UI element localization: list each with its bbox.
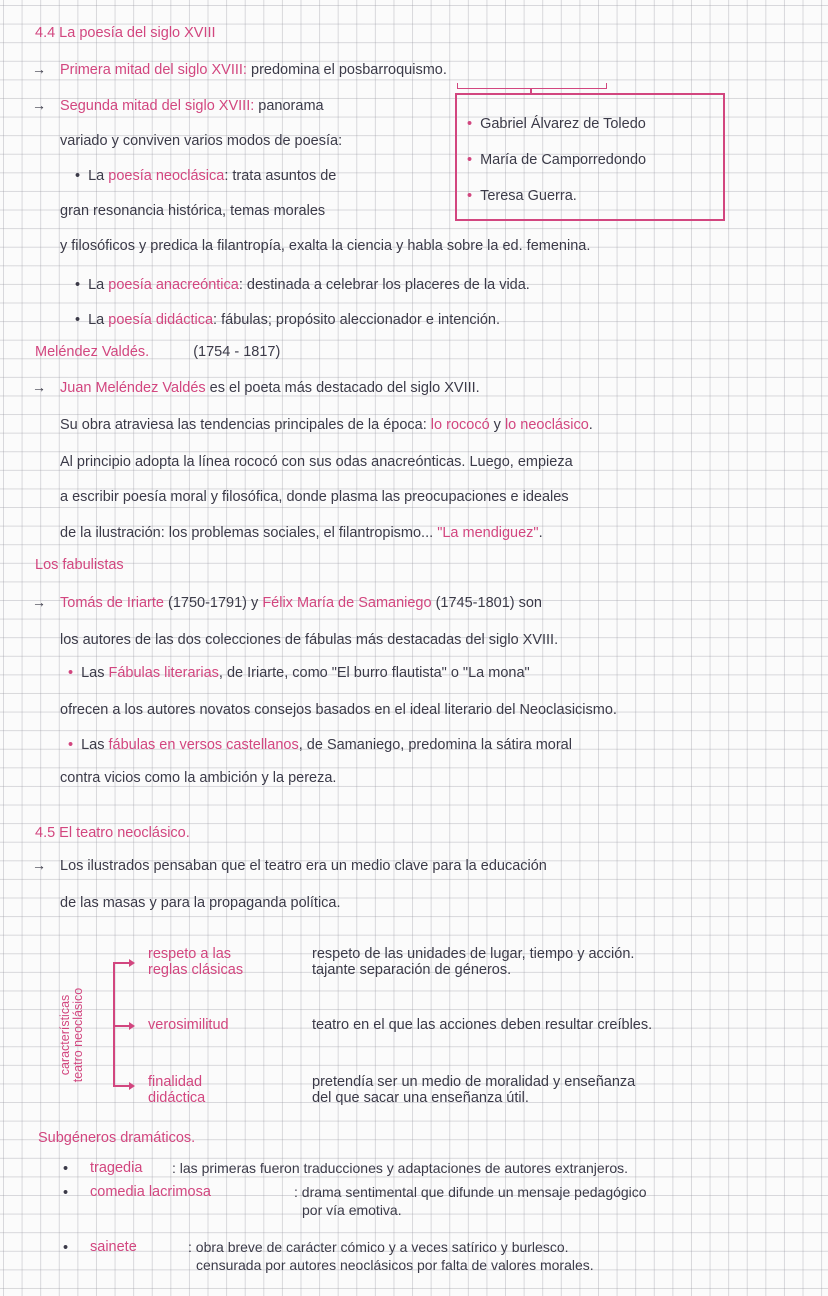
characteristic-name xyxy=(148,1074,205,1106)
text-line: variado y conviven varios modos de poesía: xyxy=(60,133,343,149)
arrow-icon xyxy=(113,1085,133,1087)
subgenre-name: sainete xyxy=(90,1239,137,1255)
text: Las xyxy=(81,665,105,681)
text: predomina el xyxy=(251,62,335,78)
text: (1745-1801) son xyxy=(435,595,543,611)
label: teatro neoclásico xyxy=(71,987,85,1083)
subgenre-name: comedia lacrimosa xyxy=(90,1184,211,1200)
text: de la ilustración: los problemas sociales, el filantropismo... xyxy=(60,525,434,541)
characteristic-name: verosimilitud xyxy=(148,1017,229,1033)
arrow-icon: → xyxy=(32,61,46,77)
dates: (1754 - 1817) xyxy=(193,344,281,360)
bullet-fabulas-literarias xyxy=(68,664,530,682)
arrow-icon: → xyxy=(32,379,46,395)
bullet-icon: • xyxy=(63,1161,69,1177)
bullet-icon: • xyxy=(75,277,81,293)
term: poesía neoclásica xyxy=(108,168,225,184)
bullet-fabulas-castellanos xyxy=(68,736,572,754)
term: fábulas en versos castellanos xyxy=(108,737,299,753)
text: . xyxy=(588,417,593,433)
subgenre-name: tragedia xyxy=(90,1160,143,1176)
text: La xyxy=(88,277,105,293)
subgenre-desc xyxy=(294,1183,647,1219)
text: La xyxy=(88,168,105,184)
text: panorama xyxy=(258,98,324,114)
text: es el poeta más destacado del siglo XVIII. xyxy=(209,380,480,396)
text: posbarroquismo. xyxy=(338,62,447,78)
term: poesía didáctica xyxy=(108,312,214,328)
term: lo rococó xyxy=(430,417,490,433)
text: respeto de las unidades de lugar, tiempo y acción. xyxy=(312,946,635,962)
text: : obra breve de carácter cómico y a veces satírico y burlesco. xyxy=(188,1239,569,1255)
term: lo neoclásico xyxy=(504,417,589,433)
bullet-icon: • xyxy=(75,312,81,328)
text: y xyxy=(493,417,501,433)
text: Teresa Guerra. xyxy=(480,188,577,204)
bullet-icon: • xyxy=(467,116,473,132)
text-line: de las masas y para la propaganda política. xyxy=(60,895,341,911)
section-title-4-5: 4.5 El teatro neoclásico. xyxy=(35,825,190,841)
heading: Meléndez Valdés. xyxy=(35,344,150,360)
characteristic-desc: teatro en el que las acciones deben resultar creíbles. xyxy=(312,1017,653,1033)
text: : trata asuntos de xyxy=(224,168,337,184)
text: : drama sentimental que difunde un mensaje pedagógico xyxy=(294,1184,647,1200)
author-item xyxy=(467,187,577,205)
text-line xyxy=(60,379,480,397)
text: : fábulas; propósito aleccionador e intención. xyxy=(213,312,501,328)
text-line xyxy=(60,416,593,434)
subgenre-desc: : las primeras fueron traducciones y adaptaciones de autores extranjeros. xyxy=(172,1160,629,1176)
text-line: gran resonancia histórica, temas morales xyxy=(60,203,326,219)
text: didáctica xyxy=(148,1090,206,1106)
line-primera-mitad xyxy=(60,61,447,79)
text-line: ofrecen a los autores novatos consejos basados en el ideal literario del Neoclasicismo. xyxy=(60,702,617,718)
text: finalidad xyxy=(148,1074,203,1090)
bullet-icon: • xyxy=(68,737,74,753)
text-line: Los ilustrados pensaban que el teatro era un medio clave para la educación xyxy=(60,858,547,874)
bullet-icon: • xyxy=(467,188,473,204)
label: características xyxy=(58,994,72,1076)
arrow-icon xyxy=(113,962,133,964)
text: respeto a las xyxy=(148,946,232,962)
bullet-neoclasica xyxy=(75,167,336,185)
text-line: a escribir poesía moral y filosófica, donde plasma las preocupaciones e ideales xyxy=(60,489,569,505)
text-line xyxy=(60,594,542,612)
bullet-icon: • xyxy=(63,1240,69,1256)
text: : destinada a celebrar los placeres de la vida. xyxy=(238,277,530,293)
subgeneros-heading: Subgéneros dramáticos. xyxy=(38,1130,196,1146)
bullet-icon: • xyxy=(75,168,81,184)
characteristic-desc xyxy=(312,1074,635,1106)
diagram-bracket xyxy=(113,962,115,1086)
text: , de Iriarte, como "El burro flautista" o "La mona" xyxy=(218,665,530,681)
text: Las xyxy=(81,737,105,753)
term: poesía anacreóntica xyxy=(108,277,239,293)
text: pretendía ser un medio de moralidad y enseñanza xyxy=(312,1074,636,1090)
text-line: Al principio adopta la línea rococó con sus odas anacreónticas. Luego, empieza xyxy=(60,454,573,470)
bullet-icon: • xyxy=(467,152,473,168)
text: . xyxy=(538,525,543,541)
line-segunda-mitad xyxy=(60,97,324,115)
melendez-heading xyxy=(35,343,280,361)
text-line xyxy=(60,524,543,542)
term: "La mendiguez" xyxy=(437,525,539,541)
arrow-icon: → xyxy=(32,594,46,610)
term: Primera mitad del siglo XVIII: xyxy=(60,62,247,78)
author-item xyxy=(467,115,646,133)
term: Fábulas literarias xyxy=(108,665,219,681)
term: Segunda mitad del siglo XVIII: xyxy=(60,98,255,114)
author-item xyxy=(467,151,646,169)
arrow-icon xyxy=(113,1025,133,1027)
text: Gabriel Álvarez de Toledo xyxy=(480,116,646,132)
text-line: contra vicios como la ambición y la pereza. xyxy=(60,770,337,786)
text: por vía emotiva. xyxy=(302,1202,402,1218)
bullet-icon: • xyxy=(68,665,74,681)
bullet-didactica xyxy=(75,311,500,329)
arrow-icon: → xyxy=(32,857,46,873)
text: La xyxy=(88,312,105,328)
characteristic-desc xyxy=(312,946,634,978)
text: del que sacar una enseñanza útil. xyxy=(312,1090,529,1106)
subgenre-desc xyxy=(188,1238,594,1274)
term: Juan Meléndez Valdés xyxy=(60,380,206,396)
text: (1750-1791) y xyxy=(168,595,259,611)
text: censurada por autores neoclásicos por falta de valores morales. xyxy=(196,1257,594,1273)
diagram-vertical-label xyxy=(59,965,85,1105)
text: María de Camporredondo xyxy=(480,152,647,168)
text: tajante separación de géneros. xyxy=(312,962,512,978)
underline-bracket xyxy=(457,83,607,89)
fabulistas-heading: Los fabulistas xyxy=(35,557,124,573)
text-line: los autores de las dos colecciones de fábulas más destacadas del siglo XVIII. xyxy=(60,632,559,648)
text: reglas clásicas xyxy=(148,962,244,978)
section-title-4-4: 4.4 La poesía del siglo XVIII xyxy=(35,25,216,41)
characteristic-name xyxy=(148,946,243,978)
term: Tomás de Iriarte xyxy=(60,595,164,611)
text-line: y filosóficos y predica la filantropía, exalta la ciencia y habla sobre la ed. femenina. xyxy=(60,238,591,254)
arrow-icon: → xyxy=(32,97,46,113)
term: Félix María de Samaniego xyxy=(262,595,432,611)
text: , de Samaniego, predomina la sátira moral xyxy=(298,737,572,753)
bullet-icon: • xyxy=(63,1185,69,1201)
bullet-anacreontica xyxy=(75,276,530,294)
text: Su obra atraviesa las tendencias principales de la época: xyxy=(60,417,427,433)
